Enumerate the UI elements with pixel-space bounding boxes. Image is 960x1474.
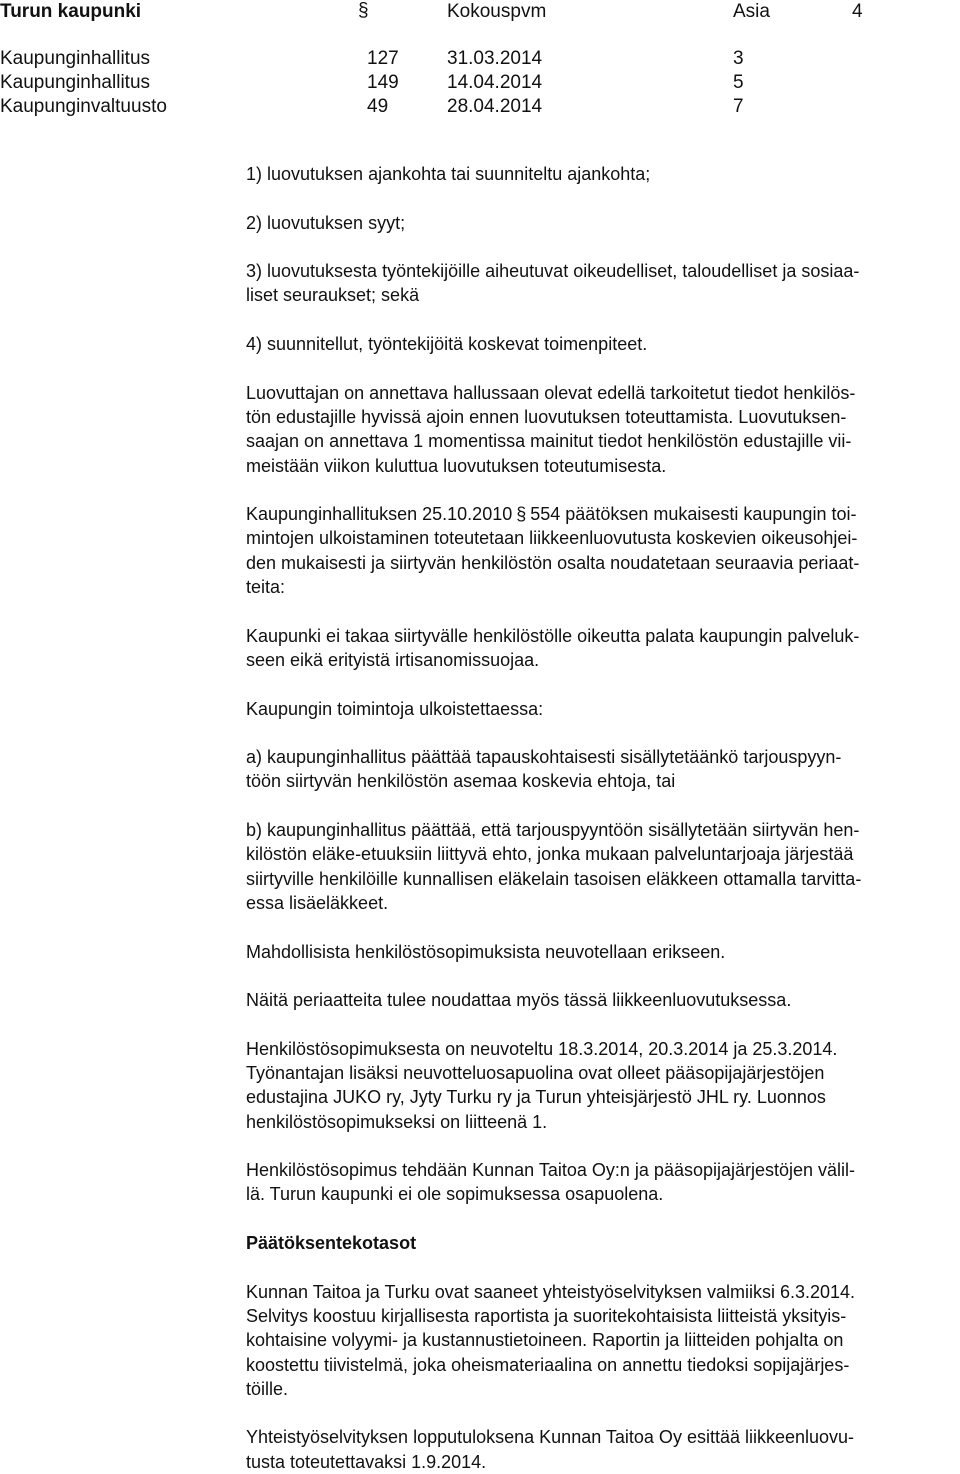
- meeting-number: 49: [367, 96, 389, 117]
- paragraph: 2) luovutuksen syyt;: [246, 212, 406, 233]
- document-body: [246, 162, 952, 1474]
- paragraph: 4) suunnitellut, työntekijöitä koskevat toimenpiteet.: [246, 334, 648, 355]
- meeting-number: 149: [367, 72, 399, 93]
- paragraph: Näitä periaatteita tulee noudattaa myös tässä liikkeenluovutuksessa.: [246, 990, 792, 1011]
- meeting-body: Kaupunginvaltuusto: [0, 96, 167, 117]
- paragraph: Luovuttajan on annettava hallussaan olevat edellä tarkoitetut tiedot henkilös- tön edustajille hyvissä ajoin ennen luovutuksen toteuttamista. Luovutuksen- saajan on annettava 1 momentissa mainitut tiedot henkilöstön edustajille vii- meistään viikon kuluttua luovutuksen toteutumisesta.: [246, 382, 856, 476]
- paragraph: a) kaupunginhallitus päättää tapauskohtaisesti sisällytetäänkö tarjouspyyn- töön siirtyvän henkilöstön asemaa koskevia ehtoja, tai: [246, 747, 842, 792]
- meeting-date: 28.04.2014: [447, 96, 543, 117]
- paragraph: Kunnan Taitoa ja Turku ovat saaneet yhteistyöselvityksen valmiiksi 6.3.2014. Selvitys koostuu kirjallisesta raportista ja suoritekohtaisista liitteistä yksityis- kohtaisine volyymi- ja kustannustietoineen. Raportin ja liitteiden pohjalta on koostettu tiivistelmä, joka oheismateriaalina on annettu tiedoksi sopijajärjes- töille.: [246, 1281, 856, 1399]
- section-sign-icon: §: [516, 504, 527, 525]
- paragraph: Kaupunginhallituksen 25.10.2010 § 554 päätöksen mukaisesti kaupungin toi- mintojen ulkoistaminen toteutetaan liikkeenluovutusta koskevien oikeusohjei- den mukaisesti ja siirtyvän henkilöstön osalta noudatetaan seuraavia periaat- teita:: [246, 504, 860, 598]
- meeting-body: Kaupunginhallitus: [0, 72, 151, 93]
- item-label: Asia: [733, 1, 770, 22]
- paragraph: Henkilöstösopimuksesta on neuvoteltu 18.3.2014, 20.3.2014 ja 25.3.2014. Työnantajan lisäksi neuvotteluosapuolina ovat olleet pääsopijajärjestöjen edustajina JUKO ry, Jyty Turku ry ja Turun yhteisjärjestö JHL ry. Luonnos henkilöstösopimukseksi on liitteenä 1.: [246, 1038, 838, 1132]
- meeting-row: [0, 95, 960, 119]
- paragraph: Kaupungin toimintoja ulkoistettaessa:: [246, 698, 544, 719]
- organization-name: Turun kaupunki: [0, 1, 142, 22]
- paragraph: 1) luovutuksen ajankohta tai suunniteltu ajankohta;: [246, 164, 651, 184]
- paragraph: 3) luovutuksesta työntekijöille aiheutuvat oikeudelliset, taloudelliset ja sosiaa- liset seuraukset; sekä: [246, 261, 860, 306]
- paragraph: Mahdollisista henkilöstösopimuksista neuvotellaan erikseen.: [246, 941, 726, 962]
- paragraph: b) kaupunginhallitus päättää, että tarjouspyyntöön sisällytetään siirtyvän hen- kilöstön eläke-etuuksiin liittyvä ehto, jonka mukaan palveluntarjoaja järjestää siirtyville henkilöille kunnallisen eläkelain tasoisen eläkkeen ottamalla tarvitta- essa lisäeläkkeet.: [246, 820, 862, 913]
- meeting-date-label: Kokouspvm: [447, 1, 547, 22]
- section-sign-icon: §: [358, 0, 369, 21]
- meeting-date: 31.03.2014: [447, 48, 543, 69]
- meeting-item: 3: [733, 48, 744, 69]
- section-heading: Päätöksentekotasot: [246, 1233, 417, 1254]
- meeting-item: 7: [733, 96, 744, 117]
- meeting-number: 127: [367, 48, 399, 69]
- meeting-row: [0, 47, 960, 71]
- page-number: 4: [852, 1, 863, 22]
- meeting-item: 5: [733, 72, 744, 93]
- paragraph: Kaupunki ei takaa siirtyvälle henkilöstölle oikeutta palata kaupungin palveluk- seen eikä erityistä irtisanomissuojaa.: [246, 625, 860, 670]
- meeting-row: [0, 71, 960, 95]
- meeting-date: 14.04.2014: [447, 72, 543, 93]
- meeting-body: Kaupunginhallitus: [0, 48, 151, 69]
- paragraph: Henkilöstösopimus tehdään Kunnan Taitoa Oy:n ja pääsopijajärjestöjen välil- lä. Turun kaupunki ei ole sopimuksessa osapuolena.: [246, 1160, 856, 1205]
- paragraph: Yhteistyöselvityksen lopputuloksena Kunnan Taitoa Oy esittää liikkeenluovu- tusta toteutettavaksi 1.9.2014.: [246, 1427, 855, 1472]
